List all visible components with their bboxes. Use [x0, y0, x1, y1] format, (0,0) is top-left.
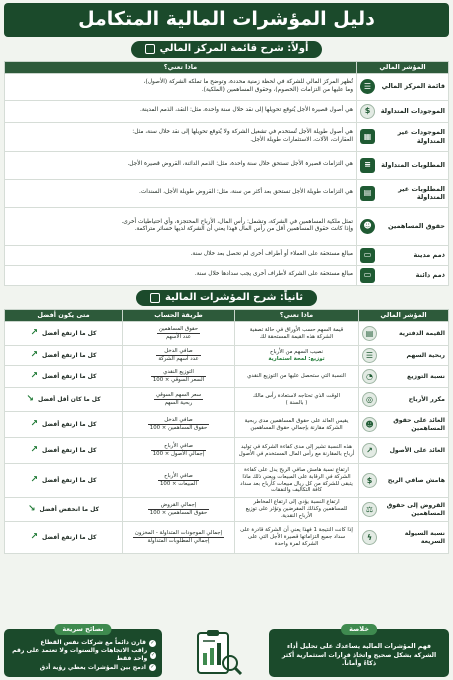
table-row [5, 245, 449, 265]
coins-stack-icon: ☰ [360, 79, 375, 94]
indicator-name: العائد على الأصول [389, 446, 445, 454]
indicator-desc: هي أصول قصيرة الأجل يُتوقع تحويلها إلى نقد خلال سنة واحدة، مثل: النقد، الذمم المدينة. [140, 107, 353, 114]
indicator-meaning: هذه النسبة تشير إلى مدى كفاءة الشركة في توليد [241, 443, 352, 450]
best-when-text: كل ما ارتفع أفضل [42, 372, 97, 380]
summary-box [269, 625, 449, 677]
formula-denominator: عدد أسهم الشركة [158, 356, 199, 362]
indicator-name: القيمة الدفترية [399, 329, 445, 337]
best-when-text: كل ما ارتفع أفضل [42, 351, 97, 359]
indicator-desc: هي التزامات قصيرة الأجل تستحق خلال سنة واحدة، مثل: الذمم الدائنة، القروض قصيرة الأجل. [127, 161, 353, 168]
table-row [5, 388, 449, 412]
indicator-meaning: للمساهمين وكذلك المقرضين وتؤثر على توزيع [245, 506, 348, 513]
indicator-meaning: يتبقى للشركة من كل ريال مبيعات كأرباح بعد سداد كافة التكاليف والنفقات [240, 480, 353, 494]
table-row [5, 438, 449, 464]
clipboard-illustration [166, 629, 265, 677]
indicator-desc: تمثل ملكية المساهمين في الشركة، وتشمل: رأس المال، الأرباح المحتجزة، وأي احتياطيات أخرى. [121, 218, 353, 225]
formula [151, 369, 206, 384]
indicator-meaning: سداد جميع التزاماتها قصيرة الأجل التي على [247, 534, 346, 541]
section2-title-text: ثانياً: شرح المؤشرات المالية [164, 291, 304, 303]
indicator-desc: وما عليها من التزامات (الخصوم)، وحقوق المساهمين (الملكية). [201, 86, 353, 93]
document-icon: ▤ [360, 186, 375, 201]
formula-denominator: السعر السوقي × 100 [152, 377, 205, 383]
indicator-meaning: الشركة لمرة واحدة [274, 540, 319, 547]
col-method-header: طريقة الحساب [123, 310, 235, 322]
arrow-up-icon: ↗ [30, 419, 39, 429]
best-when-text: كل ما ارتفع أفضل [42, 420, 97, 428]
tip-item: ✓ راقب الاتجاهات والسنوات ولا تعتمد على رقم واحد فقط [10, 647, 156, 663]
arrow-up-icon: ↗ [30, 532, 39, 542]
indicator-meaning: أرباح بالمقارنة مع رأس المال المستخدم في الأصول [238, 450, 355, 457]
people-dollar-icon: ☻ [362, 417, 377, 432]
arrow-up-icon: ↗ [30, 475, 39, 485]
table-row [5, 412, 449, 438]
indicator-meaning: النسبة التي ستحصل عليها من التوزيع النقدي [247, 373, 346, 380]
best-when-text: كل ما ارتفع أفضل [42, 533, 97, 541]
formula-denominator: عدد الأسهم [165, 334, 192, 340]
growth-chart-icon: ↗ [362, 443, 377, 458]
arrow-up-icon: ↗ [30, 445, 39, 455]
document-icon: ▤ [362, 326, 377, 341]
target-icon: ◎ [362, 392, 377, 407]
formula [154, 392, 203, 407]
indicator-name: المطلوبات المتداولة [381, 160, 445, 169]
formula-numerator: حقوق المساهمين [158, 326, 199, 333]
col-indicator-header: المؤشر المالي [359, 310, 449, 322]
indicator-desc: مبالغ مستحقة على الشركة لأطراف أخرى يجب سدادها خلال سنة. [194, 271, 353, 278]
footer [4, 625, 449, 677]
bar-chart-icon [150, 293, 160, 303]
indicator-meaning: يقيس العائد على حقوق المساهمين مدى ربحية [244, 417, 349, 424]
table-row [5, 366, 449, 388]
formula-denominator: ربحية السهم [164, 400, 193, 406]
col-meaning-header: ماذا تعني؟ [235, 310, 359, 322]
col-best-header: متى يكون أفضل [5, 310, 123, 322]
indicator-meaning: الشركة مقارنة بإجمالي حقوق المساهمين [250, 424, 343, 431]
table-row [5, 122, 449, 151]
formula [158, 473, 199, 488]
table-row [5, 522, 449, 554]
formula [157, 326, 200, 341]
table-row [5, 179, 449, 207]
tips-list [10, 639, 156, 672]
indicator-desc: العقارات، الآلات، الاستثمارات طويلة الأجل. [250, 136, 353, 143]
people-icon: ☻ [360, 219, 375, 234]
wallet-out-icon: ▭ [360, 268, 375, 283]
indicator-name: الموجودات المتداولة [380, 106, 445, 115]
indicator-meaning: ( بالسنة ) [285, 399, 308, 406]
indicator-meaning: الأرباح النقدية. [280, 512, 313, 519]
indicator-meaning: ارتفاع نسبة هامش صافي الربح يدل على كفاءة [244, 467, 349, 473]
indicator-name: قائمة المركز المالي [381, 82, 445, 91]
formula [148, 417, 209, 432]
tips-title: نصائح سريعة [54, 624, 111, 635]
formula-numerator: إجمالي القروض [148, 502, 209, 510]
indicator-desc: هي التزامات طويلة الأجل تستحق بعد أكثر من سنة، مثل: القروض طويلة الأجل، السندات. [138, 189, 353, 196]
formula-numerator: صافي الدخل [156, 348, 200, 356]
indicator-name: ذمم دائنة [415, 270, 445, 279]
list-icon [145, 44, 155, 54]
indicator-meaning: قيمة السهم حسب الأوراق في حالة تصفية [249, 326, 344, 333]
indicator-meaning: نصيب السهم من الأرباح [269, 348, 324, 355]
table-row [5, 346, 449, 366]
table-row [5, 73, 449, 100]
best-when-text: كل ما ارتفع أفضل [42, 446, 97, 454]
financial-ratios-table [4, 309, 449, 554]
col-meaning-header: ماذا تعني؟ [5, 61, 357, 73]
section2-title-wrap [4, 290, 449, 307]
formula-numerator: سعر السهم السوقي [155, 392, 202, 399]
section1-title-text: أولاً: شرح قائمة المركز المالي [159, 43, 309, 54]
table-row [5, 322, 449, 346]
pie-chart-icon: ◔ [362, 369, 377, 384]
balance-sheet-table [4, 61, 449, 286]
indicator-meaning: الوقت الذي تحتاجه لاستعادة رأس مالك [252, 392, 341, 399]
col-indicator-header: المؤشر المالي [357, 61, 449, 73]
dollar-cycle-icon: $ [360, 104, 375, 119]
section1-title [131, 41, 323, 58]
formula [133, 530, 224, 545]
table-row [5, 151, 449, 179]
indicator-meaning: ارتفاع النسبة يؤدي إلى ارتفاع المخاطر [253, 499, 340, 506]
indicator-desc: تُظهر المركز المالي للشركة في لحظة زمنية محددة، وتوضح ما تملكه الشركة (الأصول)، [143, 79, 353, 86]
formula-numerator: إجمالي الموجودات المتداولة - المخزون [134, 530, 223, 537]
formula-denominator: حقوق المساهمين × 100 [149, 425, 208, 431]
table-row [5, 100, 449, 122]
tips-box [4, 625, 162, 677]
indicator-desc: وإذا كانت حقوق المساهمين أقل من رأس المال فهذا يعني أن الشركة لديها خسائر متراكمة. [134, 226, 353, 232]
table-row [5, 498, 449, 522]
clipboard-chart-icon [186, 629, 246, 677]
arrow-down-icon: ↘ [26, 394, 34, 404]
indicator-name: نسبة التوزيع [406, 372, 445, 380]
indicator-meaning: الشركة هذه القيمة المستحقة لك [259, 333, 334, 340]
formula [148, 502, 209, 517]
formula-denominator: إجمالي المطلوبات المتداولة [147, 538, 210, 544]
table-row [5, 207, 449, 245]
table-row [5, 464, 449, 498]
arrow-up-icon: ↗ [30, 328, 39, 338]
indicator-name: الموجودات غير المتداولة [397, 128, 445, 145]
indicator-meaning: توزيع: لمحة استمارية [268, 355, 325, 362]
arrow-down-icon: ↘ [27, 504, 36, 514]
coins-icon: ☰ [362, 348, 377, 363]
best-when-text: كل ما انخفض أفضل [39, 505, 100, 513]
indicator-name: مكرر الأرباح [408, 395, 445, 403]
indicator-desc: هي أصول طويلة الأجل تُستخدم في تشغيل الشركة ولا يُتوقع تحويلها إلى نقد خلال سنة، مثل: [132, 129, 353, 136]
page-title: دليل المؤشرات المالية المتكامل [4, 3, 449, 37]
indicator-name: نسبة السيولة السريعة [404, 529, 445, 545]
clipboard-icon: ≡ [360, 158, 375, 173]
formula-denominator: إجمالي الأصول × 100 [152, 451, 205, 457]
formula-denominator: حقوق المساهمين × 100 [149, 510, 208, 516]
arrow-up-icon: ↗ [30, 371, 39, 381]
tip-item: ✓ ادمج بين المؤشرات يعطي رؤية أدق [10, 664, 156, 672]
formula-denominator: المبيعات × 100 [159, 481, 198, 487]
indicator-meaning: إذا كانت النتيجة 1 فهذا يعني أن الشركة قادرة على [240, 527, 353, 534]
formula-numerator: صافي الدخل [148, 417, 209, 425]
formula [151, 443, 207, 458]
section1-title-wrap [4, 41, 449, 58]
best-when-text: كل ما كان أقل أفضل [37, 395, 101, 403]
indicator-name: ربحية السهم [406, 351, 445, 359]
tip-item: ✓ قارن دائماً مع شركات نفس القطاع [10, 639, 156, 647]
indicator-name: هامش صافي الربح [387, 476, 445, 484]
section2-title [136, 290, 317, 307]
indicator-name: العائد على حقوق المساهمين [393, 416, 445, 432]
wallet-icon: ▭ [360, 248, 375, 263]
best-when-text: كل ما ارتفع أفضل [42, 476, 97, 484]
indicator-name: ذمم مدينة [413, 250, 445, 259]
money-bag-icon: $ [362, 473, 377, 488]
summary-title: خلاصة [341, 624, 377, 635]
indicator-name: حقوق المساهمين [388, 221, 445, 230]
indicator-name: المطلوبات غير المتداولة [398, 184, 445, 201]
table-row [5, 265, 449, 285]
formula-numerator: التوزيع النقدي [151, 369, 206, 377]
lightning-icon: ϟ [362, 530, 377, 545]
indicator-desc: مبالغ مستحقة على العملاء أو أطراف أخرى لم تحصل بعد خلال سنة. [190, 251, 353, 258]
building-icon: ▦ [360, 129, 375, 144]
scale-icon: ⚖ [362, 502, 377, 517]
indicator-name: القروض إلى حقوق المساهمين [386, 501, 445, 517]
summary-text: فهم المؤشرات المالية يساعدك على تحليل أداء الشركة بشكل صحيح واتخاذ قرارات استثمارية أكثر ذكاءً وأماناً. [281, 643, 437, 668]
formula-numerator: صافي الأرباح [151, 443, 207, 451]
arrow-up-icon: ↗ [30, 350, 39, 360]
best-when-text: كل ما ارتفع أفضل [42, 329, 97, 337]
formula [156, 348, 200, 363]
formula-numerator: صافي الأرباح [158, 473, 199, 481]
indicator-meaning: الشركة في الرقابة على المبيعات ويعني ذلك ماذا [242, 473, 351, 480]
